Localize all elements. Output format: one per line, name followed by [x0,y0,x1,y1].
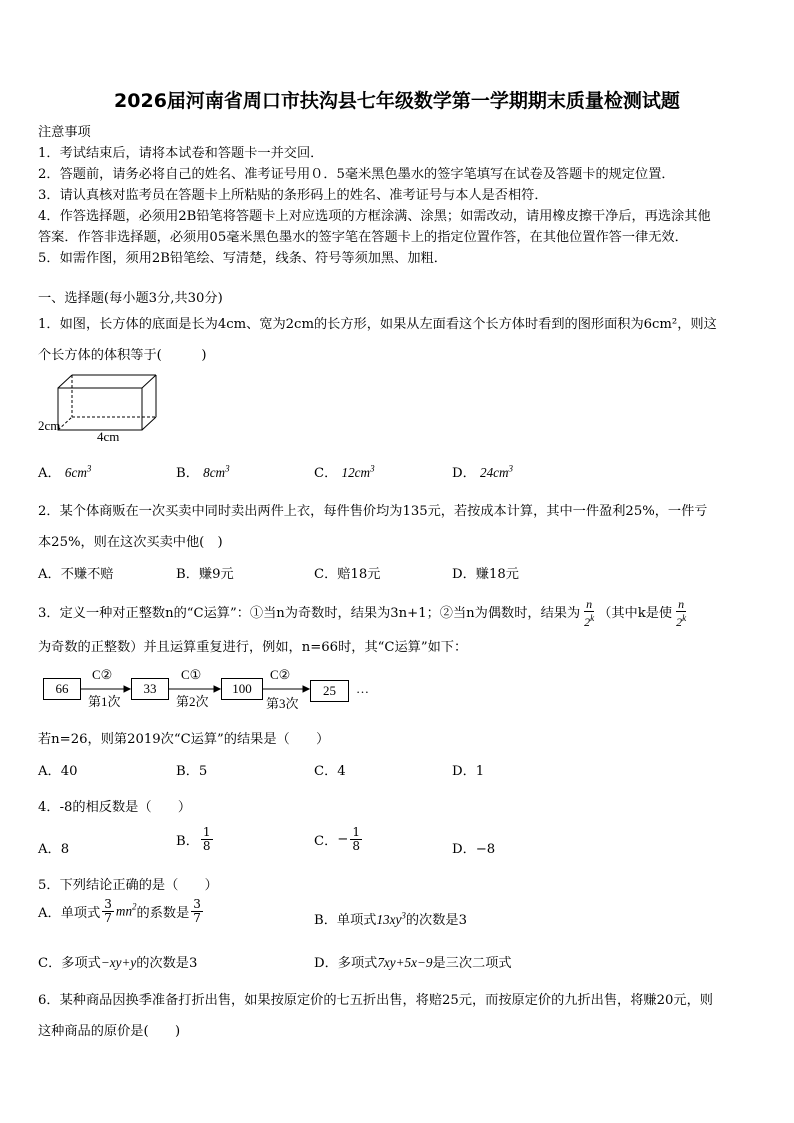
q2-option-a: A．不赚不赔 [38,567,114,582]
flow-box: 33 [131,678,169,700]
q2-option-c: C．赔18元 [314,567,381,582]
figure-width-label: 2cm [38,418,61,433]
q5-option-c: C．多项式−xy+y的次数是3 [38,955,198,971]
fraction: $\frac{n}{2^k}$ [676,597,687,629]
q2-text: 本25%，则在这次买卖中他( ) [38,535,223,550]
q1-option-b: B． $8cm^3$ [176,463,230,481]
q4-option-d: D．−8 [452,842,496,857]
figure-length-label: 4cm [97,429,120,444]
flow-op-label: C① [181,667,202,682]
flow-op-label: C② [92,667,113,682]
page-title: 2026届河南省周口市扶沟县七年级数学第一学期期末质量检测试题 [114,90,680,112]
notice-item: 答案．作答非选择题，必须用05毫米黑色墨水的签字笔在答题卡上的指定位置作答，在其他位置作答一律无效． [38,230,688,245]
notice-item: 5．如需作图，须用2B铅笔绘、写清楚，线条、符号等须加黑、加粗． [38,251,447,266]
q6-text: 这种商品的原价是( ) [38,1024,181,1039]
flow-box: 25 [310,680,349,702]
q6-text: 6．某种商品因换季准备打折出售，如果按原定价的七五折出售，将赔25元，而按原定价的九折出售，将赚20元，则 [38,993,713,1008]
q3-option-a: A．40 [38,764,78,779]
flow-box: 66 [43,678,81,700]
q2-option-d: D．赚18元 [452,567,519,582]
q5-option-b: B．单项式$13xy^3$的次数是3 [314,910,467,928]
fraction: $\frac{n}{2^k}$ [584,597,595,629]
q4-option-a: A．8 [38,842,70,857]
flow-step-label: 第2次 [176,694,209,709]
q5-option-a: A．单项式 $\frac{3}{7}$ $mn^2$的系数是 $\frac{3}{7}$ [38,897,201,925]
q5-text: 5．下列结论正确的是（ ） [38,878,218,893]
q3-text: 为奇数的正整数）并且运算重复进行，例如，n=66时，其“C运算”如下： [38,640,468,655]
flow-box: 100 [221,678,263,700]
notice-item: 1．考试结束后，请将本试卷和答题卡一并交回． [38,146,324,161]
q4-text: 4．-8的相反数是（ ） [38,800,192,815]
notice-item: 2．答题前，请务必将自己的姓名、准考证号用０．5毫米黑色墨水的签字笔填写在试卷及答题卡的规定位置． [38,167,675,182]
q3-option-b: B．5 [176,764,208,779]
q1-option-d: D． $24cm^3$ [452,463,514,481]
q1-text: 1．如图，长方体的底面是长为4cm、宽为2cm的长方形，如果从左面看这个长方体时看到的图形面积为6cm²，则这 [38,317,717,332]
q4-option-c: C．− $\frac{1}{8}$ [314,825,360,853]
flow-step-label: 第1次 [88,694,121,709]
q3-text: 若n=26，则第2019次“C运算”的结果是（ ） [38,732,330,747]
section-heading: 一、选择题(每小题3分,共30分) [38,291,223,306]
q1-option-c: C． $12cm^3$ [314,463,375,481]
q5-option-d: D．多项式7xy+5x−9是三次二项式 [314,955,512,971]
notice-item: 3．请认真核对监考员在答题卡上所粘贴的条形码上的姓名、准考证号与本人是否相符． [38,188,548,203]
q3-option-c: C．4 [314,764,346,779]
q1-text: 个长方体的体积等于( ) [38,348,207,363]
flow-step-label: 第3次 [266,696,299,711]
notice-heading: 注意事项 [38,125,91,140]
flow-ellipsis: … [356,681,369,696]
notice-item: 4．作答选择题，必须用2B铅笔将答题卡上对应选项的方框涂满、涂黑；如需改动，请用橡皮擦干净后，再选涂其他 [38,209,711,224]
q3-option-d: D．1 [452,764,485,779]
flow-op-label: C② [270,667,291,682]
q2-text: 2．某个体商贩在一次买卖中同时卖出两件上衣，每件售价均为135元，若按成本计算，其中一件盈利25%，一件亏 [38,504,708,519]
q3-text: 3．定义一种对正整数n的“C运算”：①当n为奇数时，结果为3n+1；②当n为偶数时，结果为 $\frac{n}{2^k}$ （其中k是使 $\frac{n}{2^k}$ [38,597,687,629]
q1-option-a: A． $6cm^3$ [38,463,92,481]
q4-option-b: B． $\frac{1}{8}$ [176,825,211,853]
q2-option-b: B．赚9元 [176,567,234,582]
